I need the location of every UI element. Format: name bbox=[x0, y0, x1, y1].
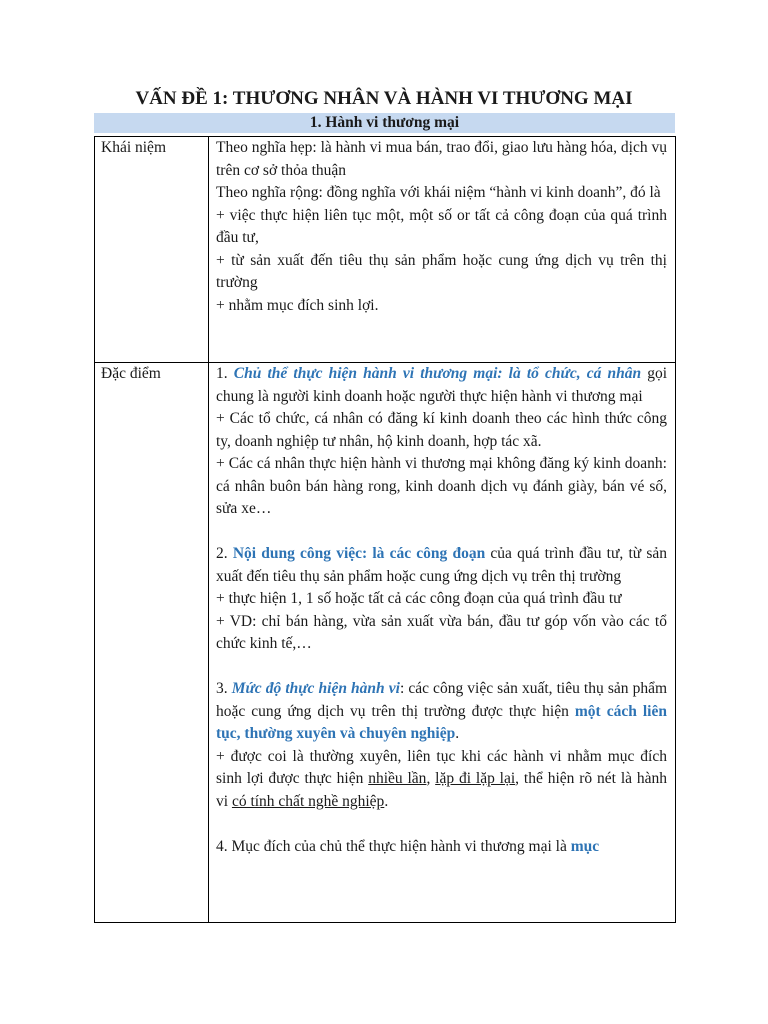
feature-4 bbox=[216, 836, 667, 859]
characteristics-cell bbox=[209, 363, 676, 923]
item-number: 3. bbox=[216, 680, 232, 697]
definition-bullet: + từ sản xuất đến tiêu thụ sản phẩm hoặc cung ứng dịch vụ trên thị trường bbox=[216, 251, 667, 291]
feature-2 bbox=[216, 543, 667, 588]
feature-1 bbox=[216, 363, 667, 408]
row-label-khai-niem: Khái niệm bbox=[95, 137, 209, 363]
feature-1-text: gọi chung là người kinh doanh hoặc người thực hiện hành vi thương mại bbox=[216, 365, 668, 405]
table-row bbox=[95, 363, 676, 923]
definition-cell bbox=[209, 137, 676, 363]
section-heading: 1. Hành vi thương mại bbox=[94, 113, 675, 133]
underlined-text: nhiều lần bbox=[368, 770, 427, 787]
feature-4-emphasis: mục bbox=[570, 837, 600, 855]
document-title: VẤN ĐỀ 1: THƯƠNG NHÂN VÀ HÀNH VI THƯƠNG MẠI bbox=[135, 88, 633, 109]
definition-bullet: + nhằm mục đích sinh lợi. bbox=[216, 296, 379, 314]
underlined-text: có tính chất nghề nghiệp bbox=[231, 792, 385, 810]
feature-3-bullet bbox=[216, 746, 667, 814]
definition-narrow: Theo nghĩa hẹp: là hành vi mua bán, trao đổi, giao lưu hàng hóa, dịch vụ trên cơ sở thỏa thuận bbox=[216, 139, 667, 179]
bullet-text: . bbox=[384, 792, 389, 810]
feature-1-heading: Chủ thể thực hiện hành vi thương mại: là tổ chức, cá nhân bbox=[233, 365, 642, 382]
item-number: 1. bbox=[216, 365, 234, 382]
row-label-dac-diem: Đặc điểm bbox=[95, 363, 209, 923]
underlined-text: lặp đi lặp lại bbox=[435, 770, 516, 787]
bullet-text: , thể hiện rõ nét là hành vi bbox=[216, 770, 667, 810]
definition-bullet: + việc thực hiện liên tục một, một số or tất cả công đoạn của quá trình đầu tư, bbox=[216, 206, 667, 246]
feature-1-bullet: + Các tổ chức, cá nhân có đăng kí kinh doanh theo các hình thức công ty, doanh nghiệp tư nhân, hộ kinh doanh, hợp tác xã. bbox=[216, 410, 667, 450]
item-number: 2. bbox=[216, 545, 233, 562]
feature-3-emphasis: một cách liên tục, thường xuyên và chuyên nghiệp bbox=[216, 702, 667, 742]
content-table bbox=[94, 136, 676, 923]
feature-1-bullet: + Các cá nhân thực hiện hành vi thương mại không đăng ký kinh doanh: cá nhân buôn bán hàng rong, kinh doanh dịch vụ đánh giày, bán vé số, sửa xe… bbox=[216, 455, 667, 517]
feature-2-bullet: + thực hiện 1, 1 số hoặc tất cả các công đoạn của quá trình đầu tư bbox=[216, 590, 622, 607]
table-row bbox=[95, 137, 676, 363]
feature-2-heading: Nội dung công việc: là các công đoạn bbox=[232, 545, 486, 562]
feature-3 bbox=[216, 678, 667, 746]
bullet-text: , bbox=[426, 770, 436, 787]
definition-broad: Theo nghĩa rộng: đồng nghĩa với khái niệm “hành vi kinh doanh”, đó là bbox=[216, 184, 661, 201]
feature-2-bullet: + VD: chỉ bán hàng, vừa sản xuất vừa bán, đầu tư góp vốn vào các tổ chức kinh tế,… bbox=[216, 612, 667, 652]
feature-4-text: 4. Mục đích của chủ thể thực hiện hành vi thương mại là bbox=[216, 837, 571, 855]
bullet-text: + được coi là thường xuyên, liên tục khi các hành vi nhằm mục đích sinh lợi được thực hiện bbox=[216, 747, 667, 787]
feature-2-text: của quá trình đầu tư, từ sản xuất đến tiêu thụ sản phẩm hoặc cung ứng dịch vụ trên thị trường bbox=[216, 545, 667, 585]
feature-3-text: : các công việc sản xuất, tiêu thụ sản phẩm hoặc cung ứng dịch vụ trên thị trường được thực hiện bbox=[216, 680, 668, 720]
feature-3-heading: Mức độ thực hiện hành vi bbox=[231, 680, 400, 697]
feature-3-end: . bbox=[455, 725, 460, 742]
